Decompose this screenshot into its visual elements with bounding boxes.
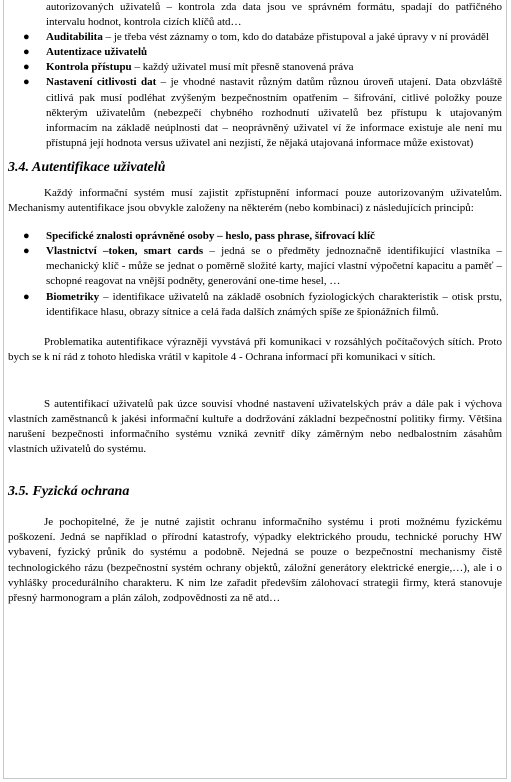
document-page <box>3 0 507 779</box>
paragraph: Je pochopitelné, že je nutné zajistit ochranu informačního systému i proti možnému fyzickému poškození. Jedná se například o přírodní katastrofy, výpadky elektrického proudu, technické poruchy HW vybavení, fyzický průnik do systému a podobně. Nejedná se pouze o bezpečnostní mechanismy čistě technologického rázu (bezpečnostní systém ochrany objektů, záložní generátory elektrické energie,…), ale i o vyhlášky procedurálního charakteru. K nim lze zařadit především zálohovací strategii firmy, která stanovuje přesný harmonogram a plán záloh, zodpovědnosti za ně atd… <box>8 516 502 604</box>
list-item-term: Auditabilita <box>46 31 103 44</box>
list-item-term: Vlastnictví –token, smart cards <box>46 245 204 258</box>
list-item <box>23 60 502 75</box>
list-item-text: – je vhodné nastavit různým datům různou úroveň utajení. Data obzvláště citlivá pak musí podléhat zvýšeným bezpečnostním opatřením – šifrování, citlivé položky pouze některým uživatelům (nebezpečí chybného rozhodnutí uživatelů bez přístupu k utajovaným informacím na základě neúplnosti dat – neoprávněný uživatel ví že informace existuje ale není mu přístupná její hodnota versus uživatel ani nezjistí, že nějaká utajovaná informace může existovat) <box>46 76 502 149</box>
list-item-term: Nastavení citlivosti dat <box>46 76 157 89</box>
list-item <box>23 75 502 150</box>
bullet-icon: ● <box>23 76 30 89</box>
list-item-term: Biometriky <box>46 290 100 303</box>
list-item-text: – je třeba vést záznamy o tom, kdo do databáze přistupoval a jaké úpravy v ní prováděl <box>102 31 489 44</box>
document-content <box>8 0 502 606</box>
list-item <box>23 290 502 320</box>
bullet-icon: ● <box>23 61 30 74</box>
bullet-icon: ● <box>23 31 30 44</box>
section-heading-3-5: 3.5. Fyzická ochrana <box>8 484 130 500</box>
list-item <box>23 229 502 244</box>
bullet-icon: ● <box>23 245 30 258</box>
paragraph: Problematika autentifikace výrazněji vyvstává při komunikaci v rozsáhlých počítačových sítích. Proto bych se k ní rád z tohoto hlediska vrátil v kapitole 4 - Ochrana informací při komunikaci v sítích. <box>8 335 502 363</box>
section-heading-3-4: 3.4. Autentifikace uživatelů <box>8 159 166 175</box>
list-item-text: – každý uživatel musí mít přesně stanovená práva <box>131 61 354 74</box>
list-item <box>23 45 502 60</box>
bullet-list <box>8 229 502 320</box>
list-item <box>23 30 502 45</box>
paragraph: S autentifikací uživatelů pak úzce souvisí vhodné nastavení uživatelských práv a dále pak i výchova vlastních zaměstnanců k jakési informační kultuře a dodržování základní bezpečnostní politiky firmy. Většina narušení bezpečnosti informačního systému vzniká zevnitř díky záměrným nebo nedbalostním zásahům vlastních uživatelů do systému. <box>8 397 502 456</box>
list-continuation-text: autorizovaných uživatelů – kontrola zda data jsou ve správném formátu, spadají do patřičného intervalu hodnot, kontrola cizích klíčů atd… <box>46 1 502 29</box>
list-item-text: – heslo, pass phrase, šifrovací klíč <box>214 230 375 243</box>
list-item <box>23 244 502 289</box>
bullet-icon: ● <box>23 46 30 59</box>
list-item-term: Specifické znalosti oprávněné osoby <box>46 230 215 243</box>
bullet-icon: ● <box>23 230 30 243</box>
list-continuation <box>8 0 502 151</box>
bullet-icon: ● <box>23 290 30 303</box>
list-item-text: – jedná se o předměty jednoznačně identifikující vlastníka – mechanický klíč - může se jednat o poměrně složité karty, mající vlastní výpočetní kapacitu a paměť – schopné reagovat na vnější podněty, generování one-time hesel, … <box>46 245 502 288</box>
paragraph: Každý informační systém musí zajistit zpřístupnění informací pouze autorizovaným uživatelům. Mechanismy autentifikace jsou obvykle založeny na některém (nebo kombinaci) z následujících principů: <box>8 186 502 215</box>
list-item-text: – identifikace uživatelů na základě osobních fyziologických charakteristik – otisk prstu, identifikace hlasu, obrazy sítnice a celá řada dalších známých spíše ze špionážních filmů. <box>46 290 502 318</box>
list-item-term: Kontrola přístupu <box>46 61 132 74</box>
list-item-term: Autentizace uživatelů <box>46 46 148 59</box>
